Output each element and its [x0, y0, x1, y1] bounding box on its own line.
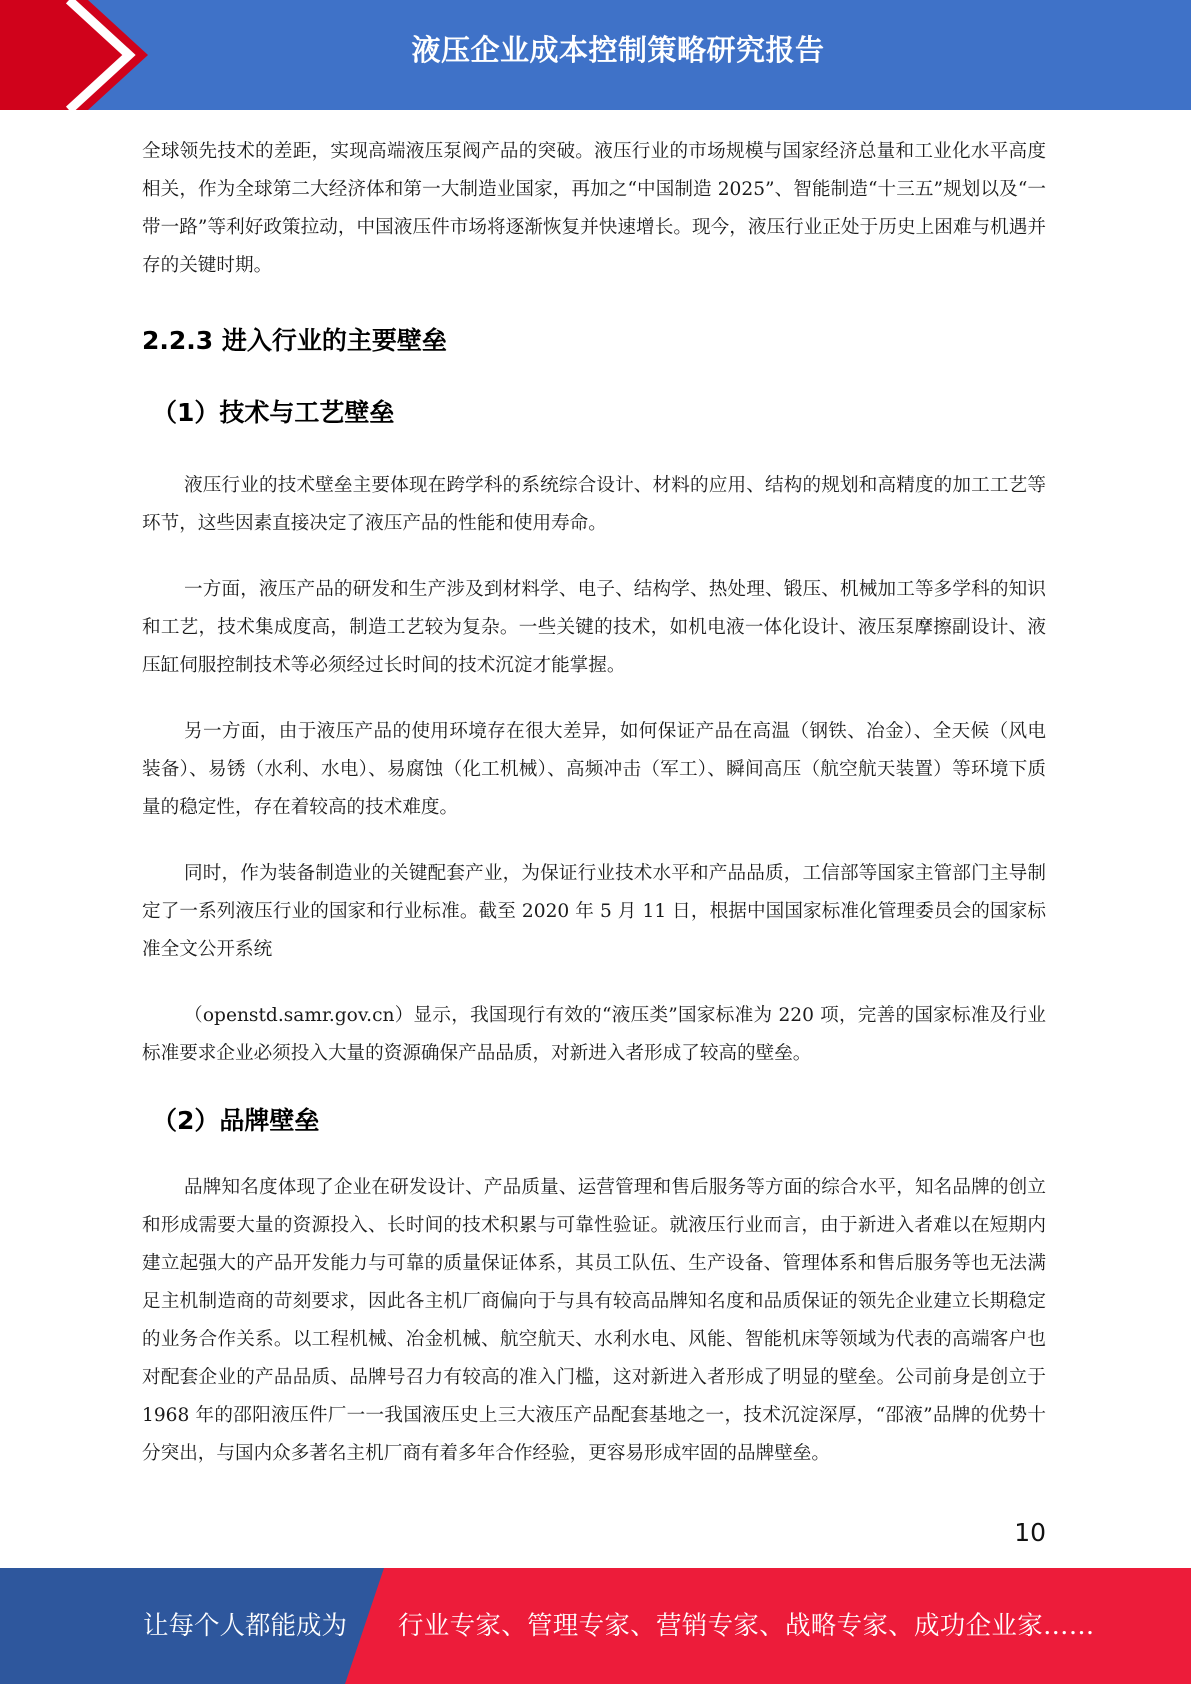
subsection-heading-brand: （2）品牌壁垒 [152, 1106, 320, 1135]
report-title: 液压企业成本控制策略研究报告 [411, 33, 825, 67]
paragraph: 一方面，液压产品的研发和生产涉及到材料学、电子、结构学、热处理、锻压、机械加工等多学科的知识和工艺，技术集成度高，制造工艺较为复杂。一些关键的技术，如机电液一体化设计、液压泵摩擦副设计、液压缸伺服控制技术等必须经过长时间的技术沉淀才能掌握。 [142, 579, 1046, 676]
footer-banner [0, 1568, 1191, 1684]
paragraph: 另一方面，由于液压产品的使用环境存在很大差异，如何保证产品在高温（钢铁、冶金）、全天候（风电装备）、易锈（水利、水电）、易腐蚀（化工机械）、高频冲击（军工）、瞬间高压（航空航天装置）等环境下质量的稳定性，存在着较高的技术难度。 [142, 721, 1046, 818]
page-content [142, 133, 1046, 1473]
header-banner [0, 0, 1191, 110]
page-number: 10 [1014, 1518, 1046, 1547]
paragraph: 全球领先技术的差距，实现高端液压泵阀产品的突破。液压行业的市场规模与国家经济总量和工业化水平高度相关，作为全球第二大经济体和第一大制造业国家，再加之“中国制造 2025”、智能制造“十三五”规划以及“一带一路”等利好政策拉动，中国液压件市场将逐渐恢复并快速增长。现今，液压行业正处于历史上困难与机遇并存的关键时期。 [142, 141, 1046, 276]
paragraph: 品牌知名度体现了企业在研发设计、产品质量、运营管理和售后服务等方面的综合水平，知名品牌的创立和形成需要大量的资源投入、长时间的技术积累与可靠性验证。就液压行业而言，由于新进入者难以在短期内建立起强大的产品开发能力与可靠的质量保证体系，其员工队伍、生产设备、管理体系和售后服务等也无法满足主机制造商的苛刻要求，因此各主机厂商偏向于与具有较高品牌知名度和品质保证的领先企业建立长期稳定的业务合作关系。以工程机械、冶金机械、航空航天、水利水电、风能、智能机床等领域为代表的高端客户也对配套企业的产品品质、品牌号召力有较高的准入门槛，这对新进入者形成了明显的壁垒。公司前身是创立于 1968 年的邵阳液压件厂一一我国液压史上三大液压产品配套基地之一，技术沉淀深厚，“邵液”品牌的优势十分突出，与国内众多著名主机厂商有着多年合作经验，更容易形成牢固的品牌壁垒。 [142, 1177, 1046, 1464]
chevron-arrow-icon [0, 0, 160, 110]
paragraph: （openstd.samr.gov.cn）显示，我国现行有效的“液压类”国家标准为 220 项，完善的国家标准及行业标准要求企业必须投入大量的资源确保产品品质，对新进入者形成了较高的壁垒。 [142, 1005, 1046, 1064]
footer-slogan-left: 让每个人都能成为 [143, 1611, 348, 1641]
subsection-heading-tech: （1）技术与工艺壁垒 [152, 398, 395, 427]
footer-slogan-right: 行业专家、管理专家、营销专家、战略专家、成功企业家…… [398, 1611, 1095, 1641]
paragraph: 液压行业的技术壁垒主要体现在跨学科的系统综合设计、材料的应用、结构的规划和高精度的加工工艺等环节，这些因素直接决定了液压产品的性能和使用寿命。 [142, 475, 1046, 534]
section-heading: 2.2.3 进入行业的主要壁垒 [142, 326, 447, 355]
paragraph: 同时，作为装备制造业的关键配套产业，为保证行业技术水平和产品品质，工信部等国家主管部门主导制定了一系列液压行业的国家和行业标准。截至 2020 年 5 月 11 日，根据中国国家标准化管理委员会的国家标准全文公开系统 [142, 863, 1046, 960]
